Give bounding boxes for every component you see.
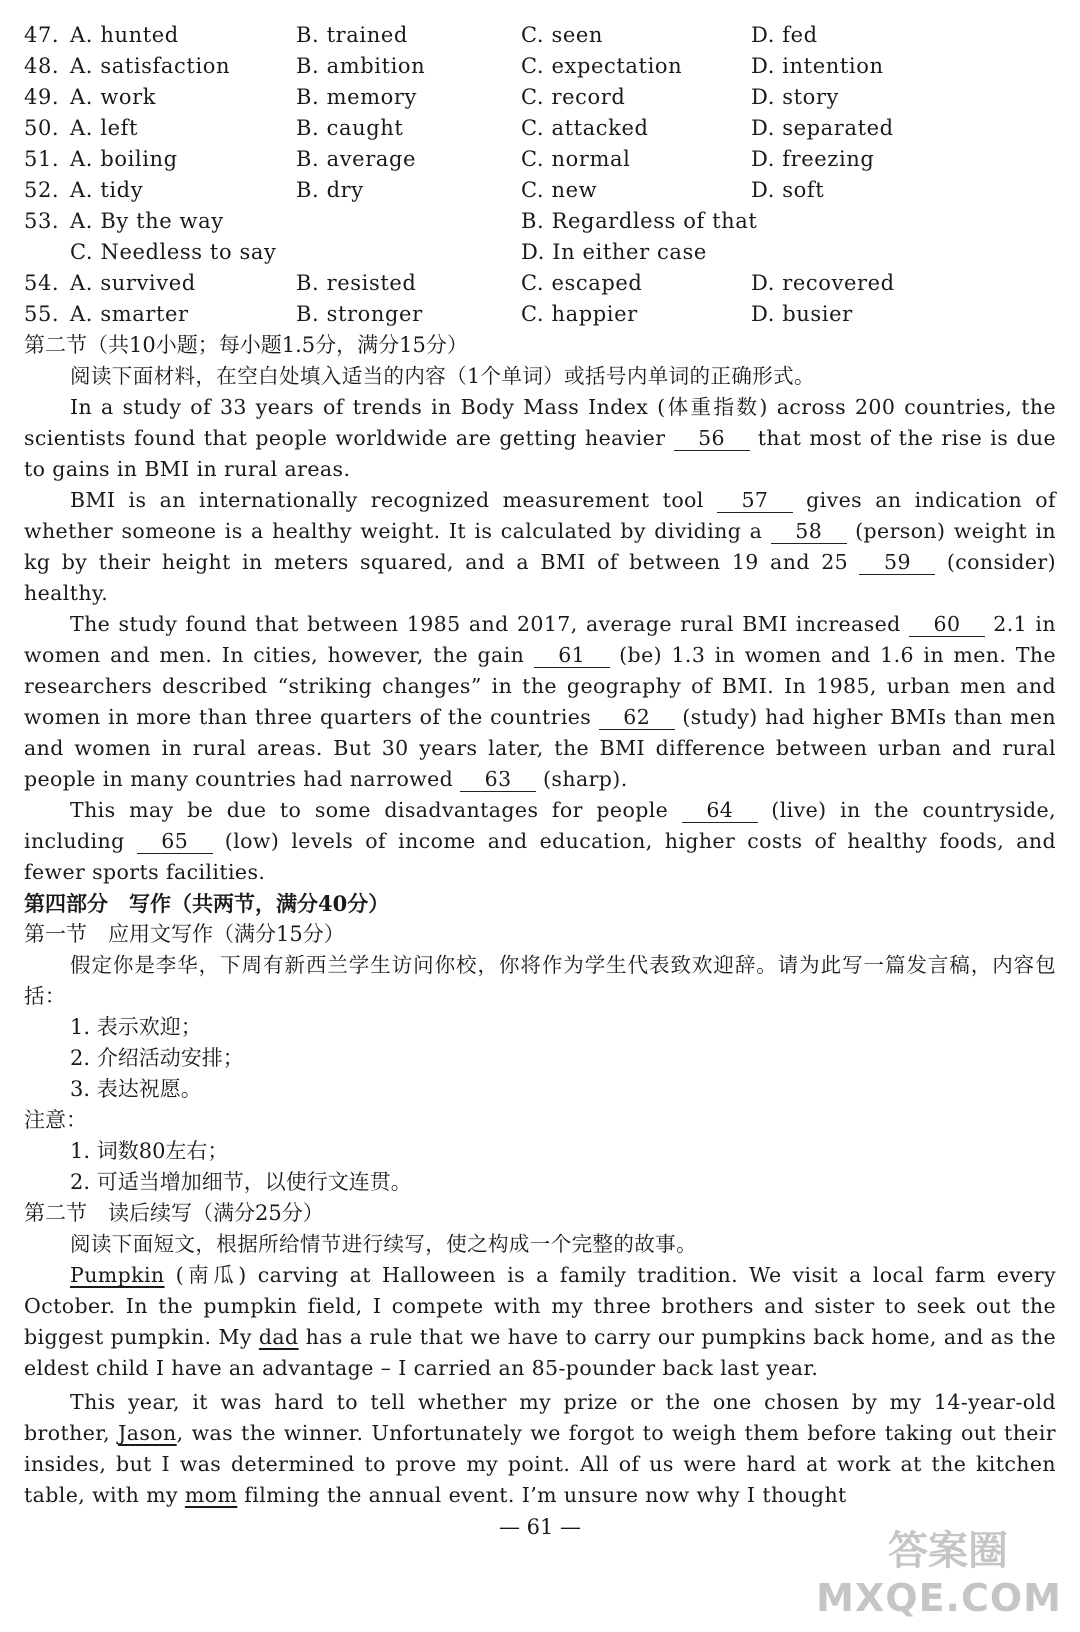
watermark-logo: 答案圈	[888, 1528, 1008, 1574]
question-number: 50.	[24, 116, 60, 140]
option-b: B. resisted	[296, 271, 417, 295]
question-number: 52.	[24, 178, 60, 202]
option-row-53	[24, 206, 1056, 237]
note-label: 注意：	[24, 1108, 87, 1132]
option-a: A. tidy	[70, 178, 144, 202]
option-d: D. In either case	[521, 240, 707, 264]
question-number: 47.	[24, 23, 60, 47]
question-number: 55.	[24, 302, 60, 326]
blank-62: 62	[599, 705, 675, 730]
option-d: D. recovered	[751, 271, 895, 295]
option-a: A. By the way	[70, 209, 224, 233]
blank-59: 59	[859, 550, 935, 575]
option-row	[24, 268, 1056, 299]
story-paragraph-1: Pumpkin (南瓜) carving at Halloween is a family tradition. We visit a local farm every October. In the pumpkin field, I compete with my three brothers and sister to seek out the biggest pumpkin. My dad has a rule that we have to carry our pumpkins back home, and as the eldest child I have an advantage – I carried an 85-pounder back last year.	[24, 1263, 1056, 1380]
option-c: C. Needless to say	[70, 240, 277, 264]
writing-task-prompt: 假定你是李华，下周有新西兰学生访问你校，你将作为学生代表致欢迎辞。请为此写一篇发言稿，内容包括：	[24, 953, 1056, 1008]
note-item: 2. 可适当增加细节，以使行文连贯。	[70, 1170, 412, 1194]
option-d: D. freezing	[751, 147, 875, 171]
option-b: B. trained	[296, 23, 408, 47]
option-c: C. happier	[521, 302, 638, 326]
option-b: B. stronger	[296, 302, 423, 326]
story-paragraph-2: This year, it was hard to tell whether my prize or the one chosen by my 14-year-old brother, Jason, was the winner. Unfortunately we forgot to weigh them before taking out their insides, but I was determined to prove my point. All of us were hard at work at the kitchen table, with my mom filming the annual event. I’m unsure now why I thought	[24, 1390, 1056, 1507]
instruction: 阅读下面材料，在空白处填入适当的内容（1个单词）或括号内单词的正确形式。	[70, 364, 815, 388]
option-d: D. story	[751, 85, 840, 109]
option-a: A. work	[70, 85, 157, 109]
option-c: C. attacked	[521, 116, 649, 140]
option-a: A. left	[70, 116, 139, 140]
blank-58: 58	[771, 519, 847, 544]
option-a: A. hunted	[70, 23, 179, 47]
option-a: A. satisfaction	[70, 54, 231, 78]
exam-page	[24, 20, 1056, 1511]
option-d: D. separated	[751, 116, 894, 140]
option-d: D. soft	[751, 178, 825, 202]
option-row	[24, 20, 1056, 51]
part-heading: 第四部分 写作（共两节，满分40分）	[24, 891, 390, 916]
blank-60: 60	[909, 612, 985, 637]
question-number: 49.	[24, 85, 60, 109]
option-b: B. Regardless of that	[521, 209, 758, 233]
blank-63: 63	[460, 767, 536, 792]
passage-paragraph-1: In a study of 33 years of trends in Body Mass Index (体重指数) across 200 countries, the scientists found that people worldwide are getting heavier 56 that most of the rise is due to gains in BMI in rural areas.	[24, 395, 1056, 481]
passage-paragraph-3: The study found that between 1985 and 2017, average rural BMI increased 60 2.1 in women and men. In cities, however, the gain 61 (be) 1.3 in women and 1.6 in men. The researchers described “striking changes” in the geography of BMI. In 1985, urban men and women in more than three quarters of the countries 62 (study) had higher BMIs than men and women in rural areas. But 30 years later, the BMI difference between urban and rural people in many countries had narrowed 63 (sharp).	[24, 612, 1057, 791]
option-a: A. survived	[70, 271, 196, 295]
blank-65: 65	[137, 829, 213, 854]
section-heading: 第二节（共10小题；每小题1.5分，满分15分）	[24, 333, 468, 357]
option-c: C. seen	[521, 23, 604, 47]
page-number: — 61 —	[498, 1515, 582, 1539]
option-c: C. record	[521, 85, 626, 109]
passage-paragraph-2: BMI is an internationally recognized measurement tool 57 gives an indication of whether someone is a healthy weight. It is calculated by dividing a 58 (person) weight in kg by their height in meters squared, and a BMI of between 19 and 25 59 (consider) healthy.	[24, 488, 1056, 605]
option-c: C. normal	[521, 147, 631, 171]
blank-57: 57	[717, 488, 793, 513]
cloze-options	[24, 20, 1056, 330]
option-d: D. busier	[751, 302, 853, 326]
option-b: B. ambition	[296, 54, 426, 78]
option-row	[24, 82, 1056, 113]
option-c: C. new	[521, 178, 598, 202]
question-number: 54.	[24, 271, 60, 295]
option-b: B. dry	[296, 178, 364, 202]
option-d: D. fed	[751, 23, 818, 47]
question-number: 51.	[24, 147, 60, 171]
option-a: A. smarter	[70, 302, 189, 326]
blank-64: 64	[682, 798, 758, 823]
task-item: 3. 表达祝愿。	[70, 1077, 202, 1101]
blank-61: 61	[534, 643, 610, 668]
task-item: 1. 表示欢迎；	[70, 1015, 202, 1039]
passage-paragraph-4: This may be due to some disadvantages for people 64 (live) in the countryside, including 65 (low) levels of income and education, higher costs of healthy foods, and fewer sports facilities.	[24, 798, 1056, 884]
blank-56: 56	[674, 426, 750, 451]
option-c: C. expectation	[521, 54, 683, 78]
option-row	[24, 175, 1056, 206]
option-b: B. caught	[296, 116, 404, 140]
task-item: 2. 介绍活动安排；	[70, 1046, 244, 1070]
section-heading-writing-2: 第二节 读后续写（满分25分）	[24, 1201, 324, 1225]
watermark: MXQE.COM	[816, 1576, 1062, 1620]
option-row	[24, 51, 1056, 82]
option-a: A. boiling	[70, 147, 178, 171]
note-item: 1. 词数80左右；	[70, 1139, 229, 1163]
option-row	[24, 144, 1056, 175]
question-number: 48.	[24, 54, 60, 78]
option-c: C. escaped	[521, 271, 643, 295]
question-number: 53.	[24, 209, 60, 233]
option-row	[24, 299, 1056, 330]
option-row	[24, 113, 1056, 144]
option-b: B. memory	[296, 85, 417, 109]
continuation-instruction: 阅读下面短文，根据所给情节进行续写，使之构成一个完整的故事。	[70, 1232, 697, 1256]
option-d: D. intention	[751, 54, 884, 78]
section-heading-writing-1: 第一节 应用文写作（满分15分）	[24, 922, 345, 946]
option-row-53-cont	[24, 237, 1056, 268]
option-b: B. average	[296, 147, 417, 171]
